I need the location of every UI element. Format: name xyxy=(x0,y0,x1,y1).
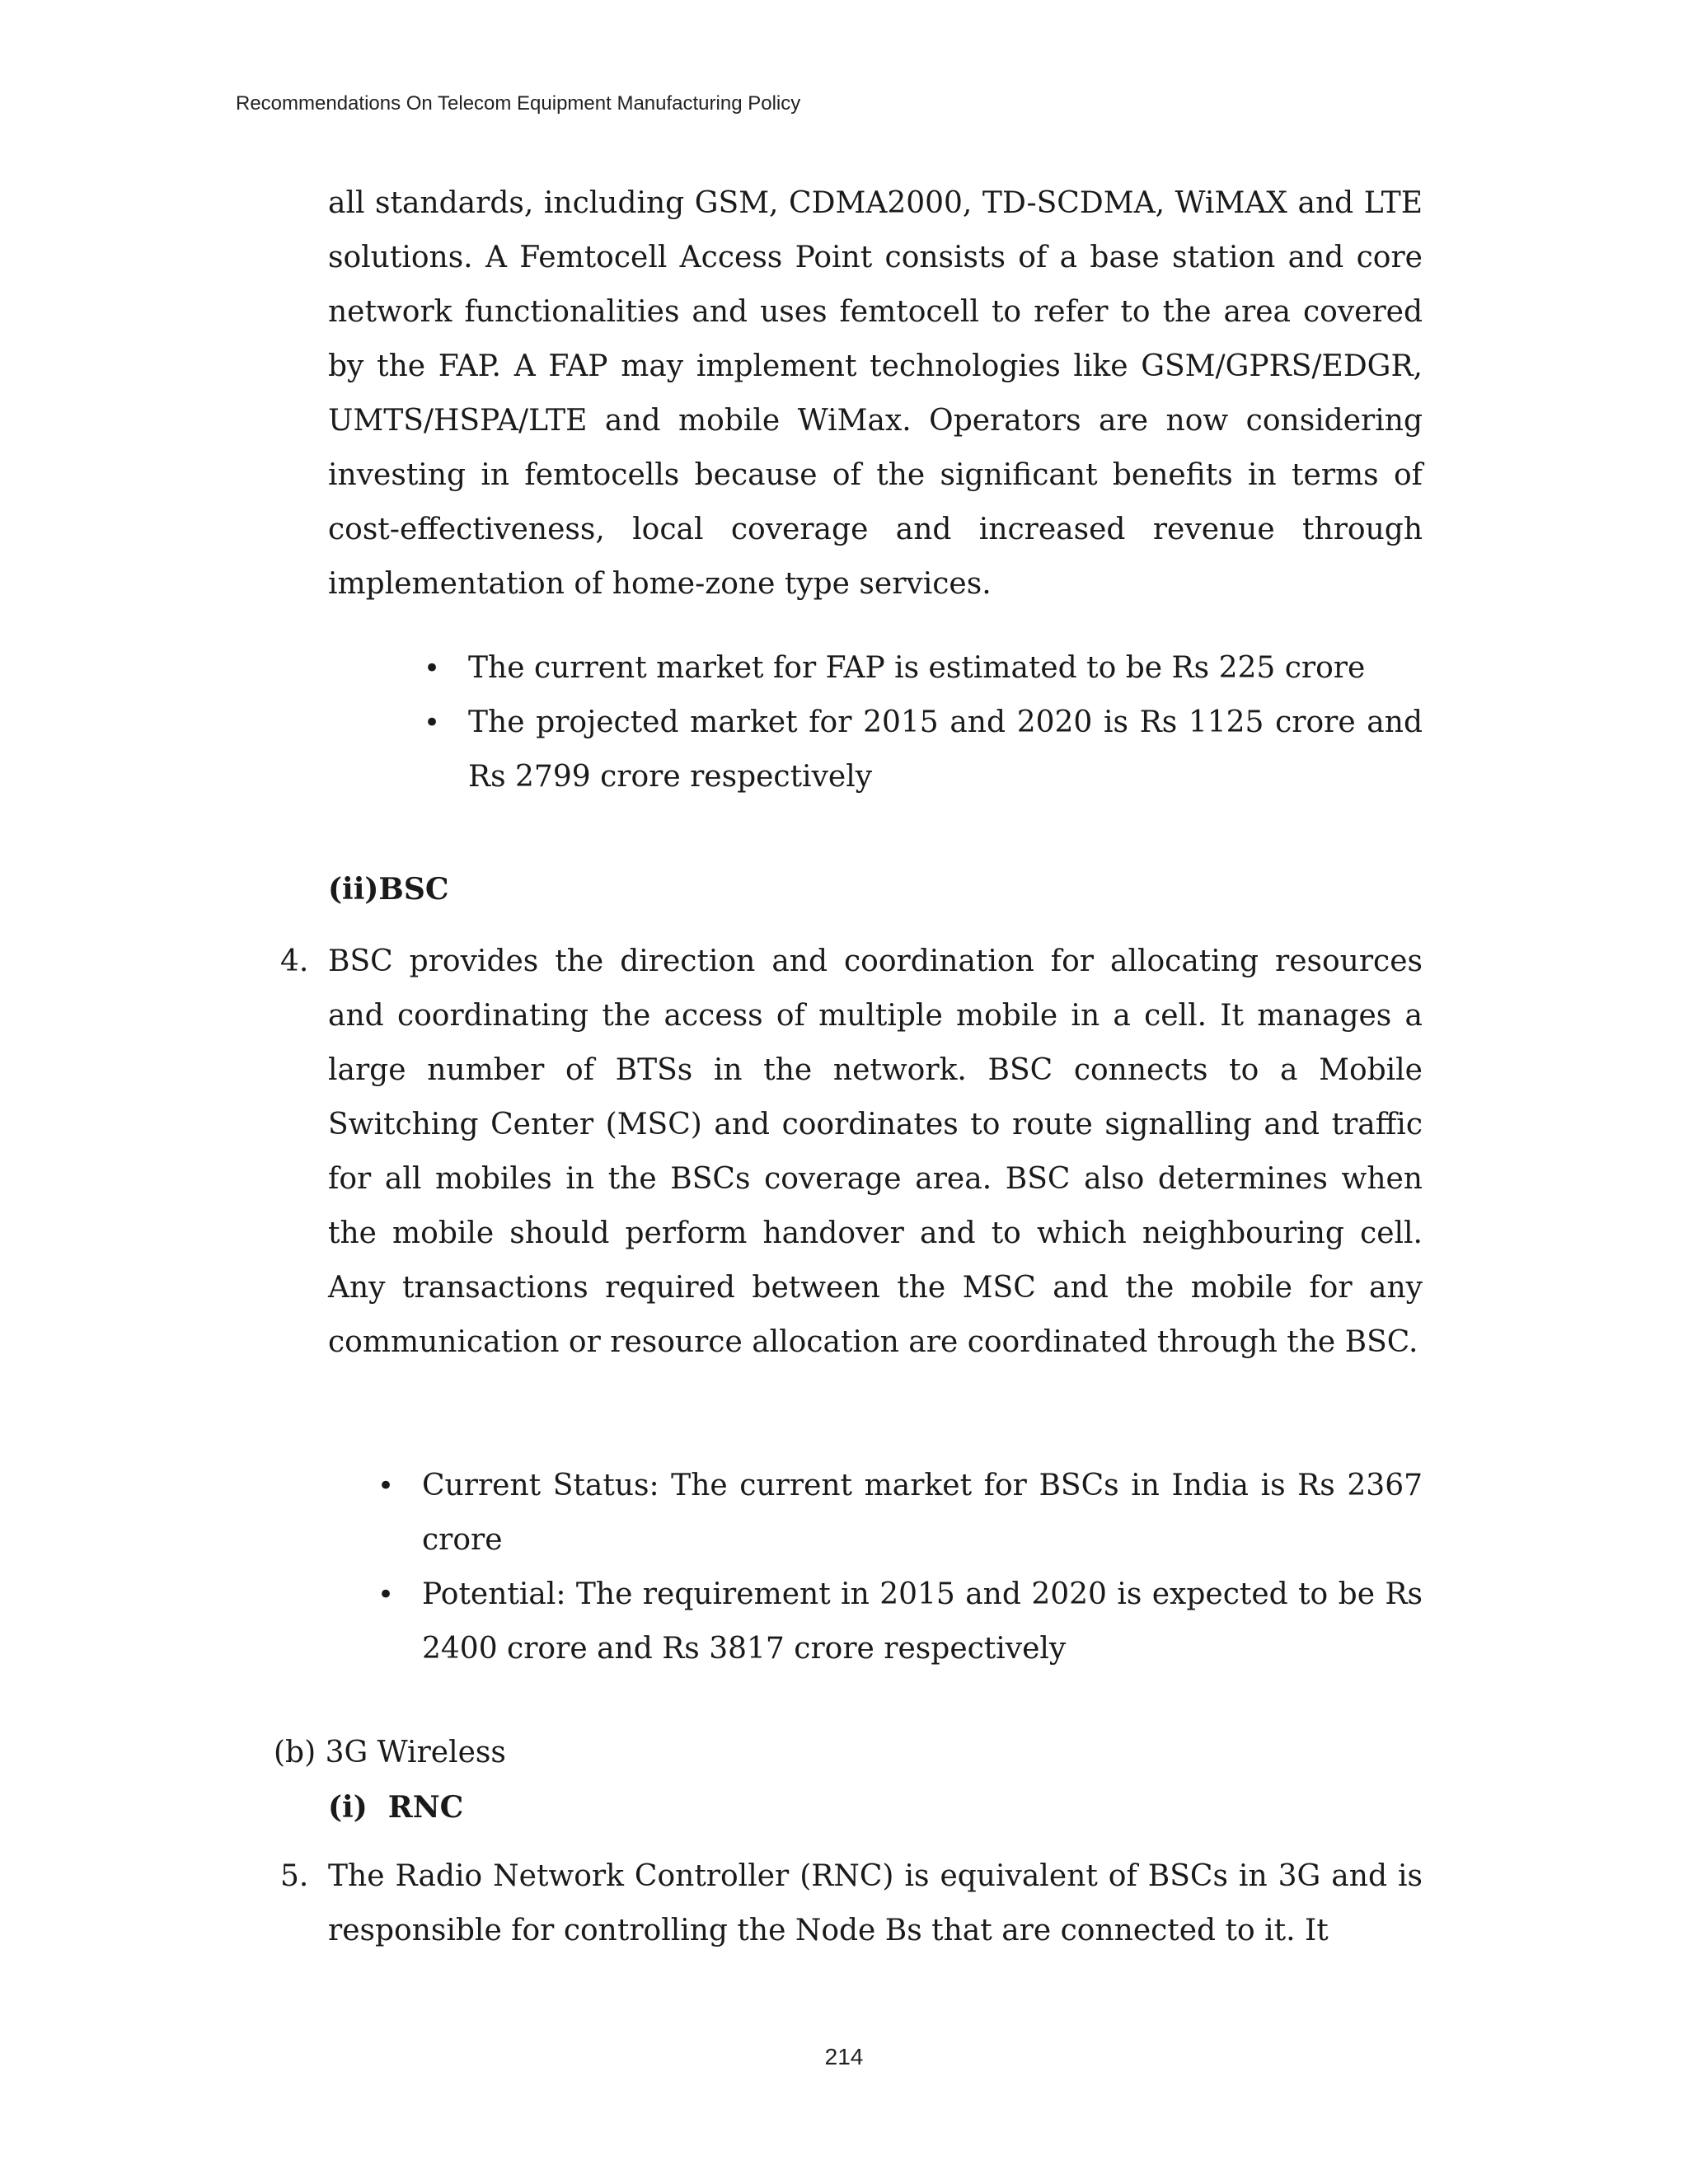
bullet-icon: • xyxy=(377,1578,395,1611)
item-number: 5. xyxy=(280,1859,309,1893)
bullet-text: Current Status: The current market for BSCs in India is Rs 2367 crore xyxy=(422,1469,1423,1557)
section-heading-rnc: (i) RNC xyxy=(328,1790,464,1825)
running-header: Recommendations On Telecom Equipment Manufacturing Policy xyxy=(236,92,801,115)
bullet-icon: • xyxy=(424,652,441,685)
bullet-text: The current market for FAP is estimated to be Rs 225 crore xyxy=(468,651,1366,685)
list-item xyxy=(377,1568,1423,1676)
paragraph-bsc: BSC provides the direction and coordination for allocating resources and coordinating the access of multiple mobile in a cell. It manages a large number of BTSs in the network. BSC connects to a Mobile Switching Center (MSC) and coordinates to route signalling and traffic for all mobiles in the BSCs coverage area. BSC also determines when the mobile should perform handover and to which neighbouring cell. Any transactions required between the MSC and the mobile for any communication or resource allocation are coordinated through the BSC. xyxy=(328,944,1423,1359)
list-item xyxy=(377,1459,1423,1568)
item-number: 4. xyxy=(280,944,309,978)
bullet-icon: • xyxy=(424,706,441,739)
list-item xyxy=(424,641,1423,696)
bullet-text: The projected market for 2015 and 2020 is Rs 1125 crore and Rs 2799 crore respectively xyxy=(468,705,1423,794)
paragraph-rnc: The Radio Network Controller (RNC) is equivalent of BSCs in 3G and is responsible for controlling the Node Bs that are connected to it. It xyxy=(328,1859,1423,1947)
bsc-bullet-list xyxy=(377,1459,1423,1676)
section-heading-bsc: (ii)BSC xyxy=(328,872,449,907)
list-item xyxy=(424,696,1423,804)
paragraph-femtocell: all standards, including GSM, CDMA2000, TD-SCDMA, WiMAX and LTE solutions. A Femtocell Access Point consists of a base station and core network functionalities and uses femtocell to refer to the area covered by the FAP. A FAP may implement technologies like GSM/GPRS/EDGR, UMTS/HSPA/LTE and mobile WiMax. Operators are now considering investing in femtocells because of the significant benefits in terms of cost-effectiveness, local coverage and increased revenue through implementation of home-zone type services. xyxy=(328,186,1423,601)
bullet-text: Potential: The requirement in 2015 and 2020 is expected to be Rs 2400 crore and Rs 3817 crore respectively xyxy=(422,1577,1423,1666)
page-number: 214 xyxy=(824,2044,864,2069)
fap-bullet-list xyxy=(424,641,1423,804)
section-heading-3g-wireless: (b) 3G Wireless xyxy=(274,1736,506,1769)
bullet-icon: • xyxy=(377,1469,395,1502)
